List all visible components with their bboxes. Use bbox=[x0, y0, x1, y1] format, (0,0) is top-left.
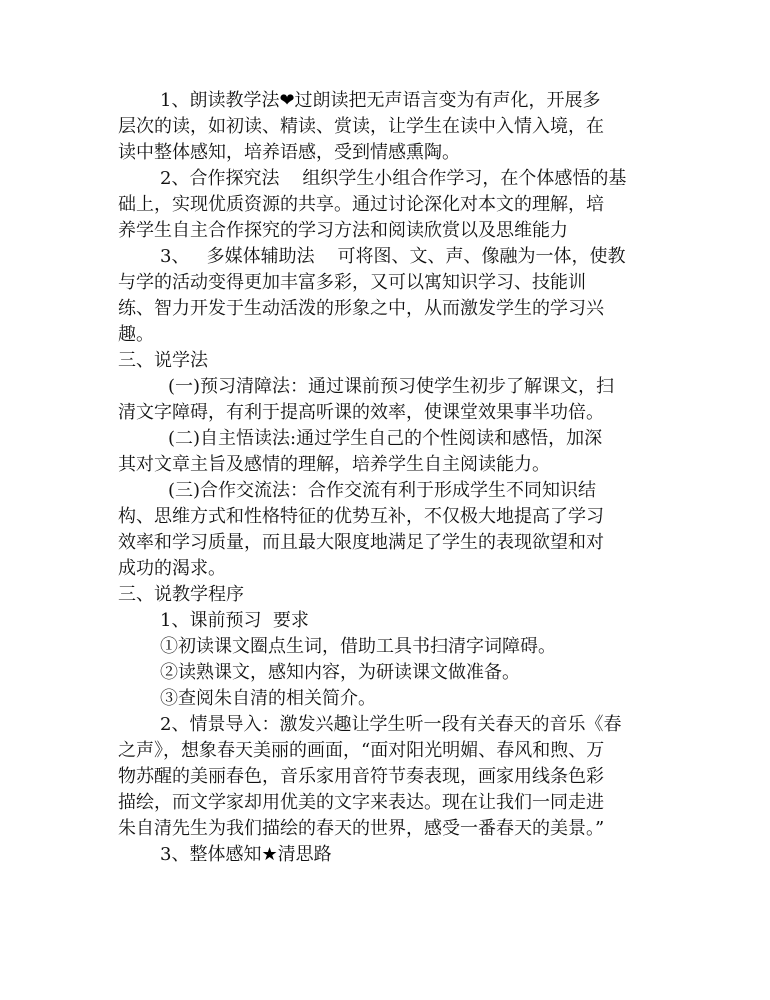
star-icon: ★ bbox=[261, 844, 278, 865]
heart-icon: ❤ bbox=[279, 90, 295, 111]
section-heading: 三、说教学程序 bbox=[118, 584, 244, 605]
section-heading: 三、说学法 bbox=[118, 350, 208, 371]
list-item: ②读熟课文，感知内容，为研读课文做准备。 bbox=[160, 662, 520, 683]
paragraph-line: 2、情景导入：激发兴趣让学生听一段有关春天的音乐《春 bbox=[160, 714, 622, 735]
text-run: 1、朗读教学法 bbox=[160, 90, 280, 111]
paragraph-line: 与学的活动变得更加丰富多彩，又可以寓知识学习、技能训 bbox=[118, 272, 586, 293]
paragraph-line: 构、思维方式和性格特征的优势互补，不仅极大地提高了学习 bbox=[118, 506, 604, 527]
paragraph-line: (一)预习清障法：通过课前预习使学生初步了解课文，扫 bbox=[168, 376, 615, 397]
paragraph-line: 成功的渴求。 bbox=[118, 558, 226, 579]
paragraph-line: 清文字障碍，有利于提高听课的效率，使课堂效果事半功倍。 bbox=[118, 402, 604, 423]
paragraph-line: 之声》，想象春天美丽的画面，“面对阳光明媚、春风和煦、万 bbox=[118, 740, 605, 761]
paragraph-line: 趣。 bbox=[118, 324, 154, 345]
paragraph-line: 层次的读，如初读、精读、赏读，让学生在读中入情入境，在 bbox=[118, 116, 604, 137]
paragraph-line: 3、 多媒体辅助法 可将图、文、声、像融为一体，使教 bbox=[160, 246, 626, 267]
paragraph-line: 效率和学习质量，而且最大限度地满足了学生的表现欲望和对 bbox=[118, 532, 604, 553]
paragraph-line: (二)自主悟读法:通过学生自己的个性阅读和感悟，加深 bbox=[168, 428, 603, 449]
paragraph-line: 2、合作探究法 组织学生小组合作学习，在个体感悟的基 bbox=[160, 168, 627, 189]
paragraph-line: 1、课前预习 要求 bbox=[160, 610, 309, 631]
paragraph-line: 读中整体感知，培养语感，受到情感熏陶。 bbox=[118, 142, 460, 163]
text-run: 清思路 bbox=[277, 844, 332, 865]
paragraph-line bbox=[160, 88, 601, 114]
paragraph-line: 描绘，而文学家却用优美的文字来表达。现在让我们一同走进 bbox=[118, 792, 604, 813]
list-item: ①初读课文圈点生词，借助工具书扫清字词障碍。 bbox=[160, 636, 556, 657]
paragraph-line: 朱自清先生为我们描绘的春天的世界，感受一番春天的美景。” bbox=[118, 818, 605, 839]
paragraph-line bbox=[160, 842, 332, 868]
paragraph-line: 础上，实现优质资源的共享。通过讨论深化对本文的理解，培 bbox=[118, 194, 604, 215]
paragraph-line: 其对文章主旨及感情的理解，培养学生自主阅读能力。 bbox=[118, 454, 550, 475]
text-run: 过朗读把无声语言变为有声化，开展多 bbox=[294, 90, 601, 111]
paragraph-line: (三)合作交流法：合作交流有利于形成学生不同知识结 bbox=[168, 480, 597, 501]
paragraph-line: 养学生自主合作探究的学习方法和阅读欣赏以及思维能力 bbox=[118, 220, 568, 241]
paragraph-line: 练、智力开发于生动活泼的形象之中，从而激发学生的学习兴 bbox=[118, 298, 604, 319]
text-run: 3、整体感知 bbox=[160, 844, 262, 865]
paragraph-line: 物苏醒的美丽春色，音乐家用音符节奏表现，画家用线条色彩 bbox=[118, 766, 604, 787]
list-item: ③查阅朱自清的相关简介。 bbox=[160, 688, 376, 709]
